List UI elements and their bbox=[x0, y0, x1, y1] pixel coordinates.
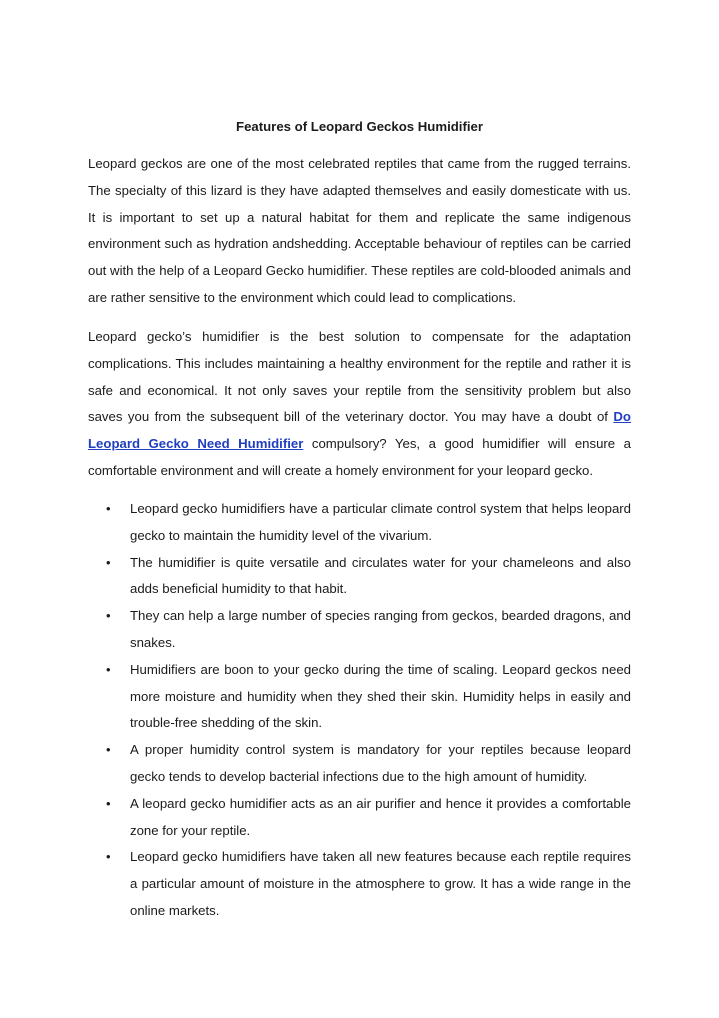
bullet-icon: • bbox=[106, 661, 111, 677]
bullet-icon: • bbox=[106, 742, 111, 758]
list-item-text: They can help a large number of species ranging from geckos, bearded dragons, and snakes. bbox=[130, 608, 631, 650]
list-item bbox=[88, 496, 631, 550]
list-item bbox=[88, 791, 631, 845]
bullet-icon: • bbox=[106, 608, 111, 624]
bullet-icon: • bbox=[106, 849, 111, 865]
list-item-text: Leopard gecko humidifiers have a particular climate control system that helps leopard gecko to maintain the humidity level of the vivarium. bbox=[130, 501, 631, 543]
document-title: Features of Leopard Geckos Humidifier bbox=[236, 119, 483, 134]
paragraph-text-before-link: Leopard gecko’s humidifier is the best solution to compensate for the adaptation complications. This includes maintaining a healthy environment for the reptile and rather it is safe and economical. It not only saves your reptile from the sensitivity problem but also saves you from the subsequent bill of the veterinary doctor. You may have a doubt of bbox=[88, 329, 631, 425]
do-leopard-gecko-need-humidifier-link[interactable]: Do Leopard Gecko Need Humidifier bbox=[88, 409, 631, 452]
list-item bbox=[88, 603, 631, 657]
list-item-text: Leopard gecko humidifiers have taken all new features because each reptile requires a particular amount of moisture in the atmosphere to grow. It has a wide range in the online markets. bbox=[130, 849, 631, 918]
list-item bbox=[88, 737, 631, 791]
list-item bbox=[88, 550, 631, 604]
bullet-icon: • bbox=[106, 501, 111, 516]
list-item-text: A leopard gecko humidifier acts as an air purifier and hence it provides a comfortable zone for your reptile. bbox=[130, 795, 631, 838]
humidifier-paragraph bbox=[88, 324, 631, 485]
paragraph-text-after-link: compulsory? Yes, a good humidifier will ensure a comfortable environment and will create a homely environment for your leopard gecko. bbox=[88, 436, 631, 478]
bullet-icon: • bbox=[106, 554, 111, 570]
list-item-text: Humidifiers are boon to your gecko during the time of scaling. Leopard geckos need more moisture and humidity when they shed their skin. Humidity helps in easily and trouble-free shedding of the skin. bbox=[130, 661, 631, 731]
list-item bbox=[88, 844, 631, 924]
features-bullet-list bbox=[88, 496, 631, 925]
intro-paragraph: Leopard geckos are one of the most celebrated reptiles that came from the rugged terrains. The specialty of this lizard is they have adapted themselves and easily domesticate with us. It is important to set up a natural habitat for them and replicate the same indigenous environment such as hydration andshedding. Acceptable behaviour of reptiles can be carried out with the help of a Leopard Gecko humidifier. These reptiles are cold-blooded animals and are rather sensitive to the environment which could lead to complications. bbox=[88, 156, 631, 305]
bullet-icon: • bbox=[106, 795, 111, 811]
list-item bbox=[88, 657, 631, 737]
list-item-text: The humidifier is quite versatile and circulates water for your chameleons and also adds beneficial humidity to that habit. bbox=[130, 554, 631, 597]
list-item-text: A proper humidity control system is mandatory for your reptiles because leopard gecko tends to develop bacterial infections due to the high amount of humidity. bbox=[130, 742, 631, 784]
